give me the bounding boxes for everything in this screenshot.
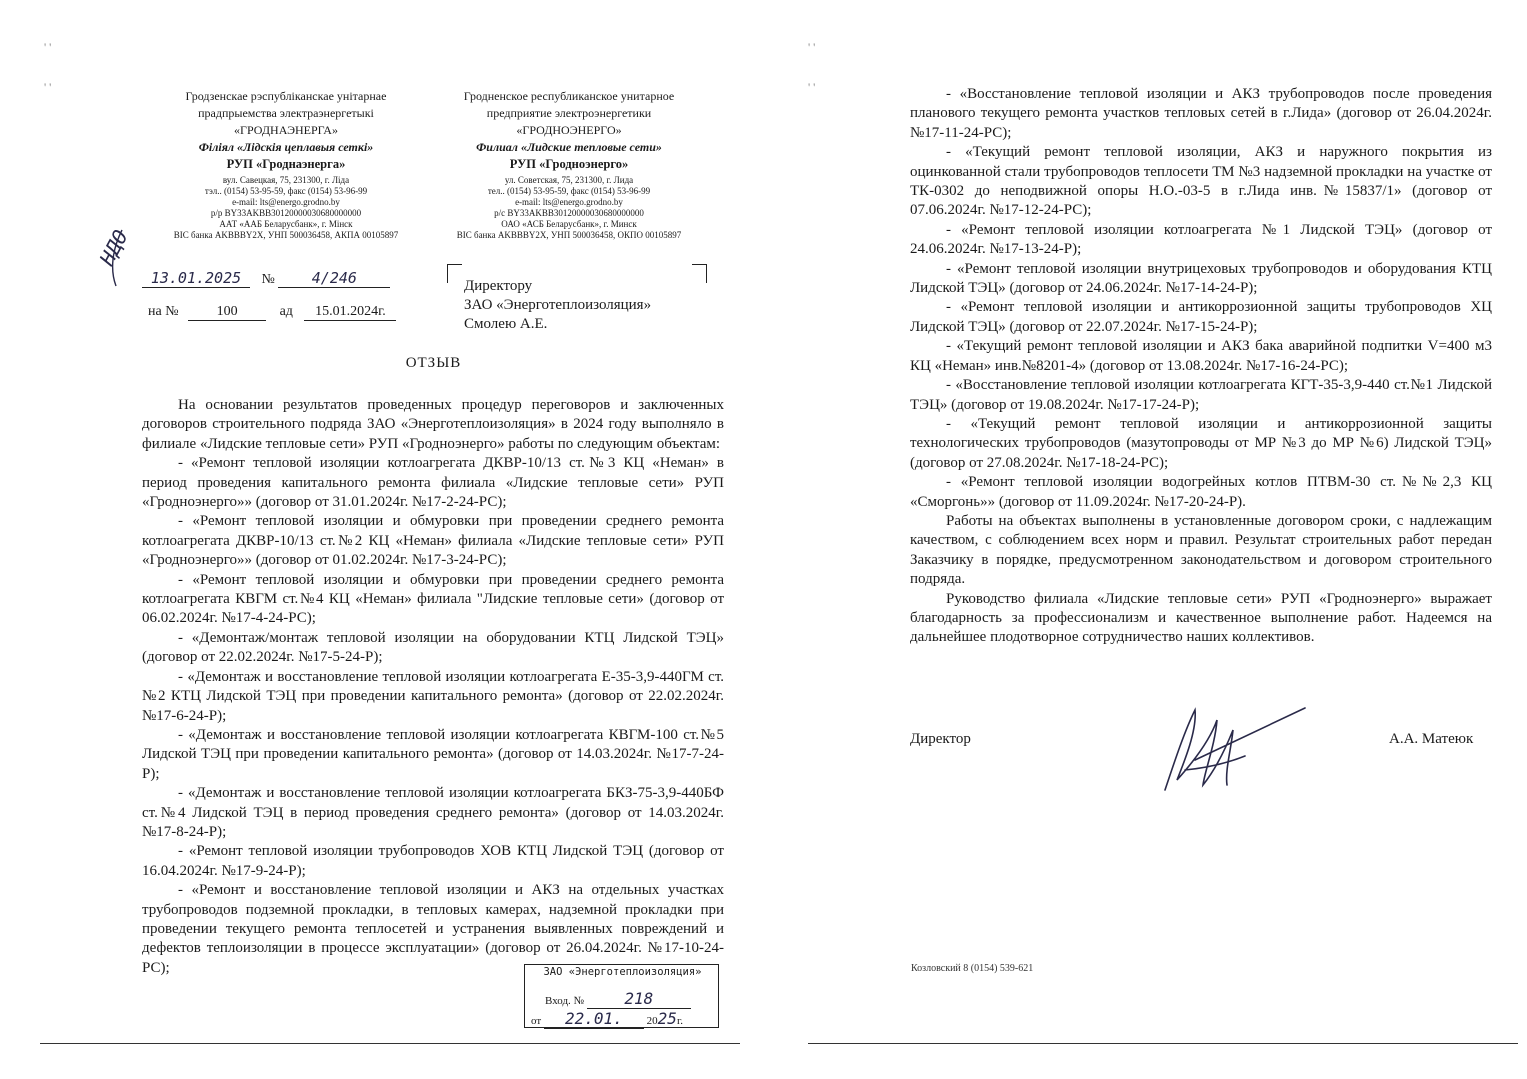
page-bottom-rule — [808, 1043, 1518, 1044]
address-bracket-left — [447, 264, 462, 283]
page-mark: ' ' — [44, 80, 52, 94]
letterhead-account: р/с BY33AKBB30120000030680000000 — [494, 208, 644, 218]
letterhead-line: Гродненское республиканское унитарное — [463, 89, 675, 103]
letterhead-line: «ГРОДНАЭНЕРГА» — [234, 123, 338, 137]
body-paragraph: На основании результатов проведенных процедур переговоров и заключенных договоров строительного подряда ЗАО «Энерготеплоизоляция» в 2024 году выполняло в филиале «Лидские тепловые сети» РУП «Гродноэнерго» работы по следующим объектам: — [142, 397, 724, 452]
letterhead-branch: Філіял «Лідскія цеплавыя сеткі» — [198, 140, 374, 154]
stamp-in-line — [531, 989, 714, 1009]
addressee-line: Директору — [464, 278, 533, 294]
addressee-line: Смолею А.Е. — [464, 316, 548, 332]
left-page — [0, 0, 763, 1079]
outgoing-date: 13.01.2025 — [142, 269, 250, 288]
stamp-date: 22.01. — [544, 1009, 644, 1029]
left-body — [142, 396, 724, 978]
handwritten-mark-text: НДО — [94, 226, 133, 270]
body-paragraph: - «Ремонт тепловой изоляции внутрицеховых трубопроводов и оборудования КТЦ Лидской ТЭЦ» (договор от 24.06.2024г. №17-14-24-Р); — [910, 260, 1492, 297]
stamp-org: ЗАО «Энерготеплоизоляция» — [543, 966, 702, 978]
letterhead-bic: BIC банка AKBBBY2X, УНП 500036458, АКПА 00105897 — [173, 230, 399, 240]
letterhead-email: e-mail: lts@energo.grodno.by — [515, 197, 623, 207]
body-paragraph: - «Ремонт тепловой изоляции котлоагрегата №1 Лидской ТЭЦ» (договор от 24.06.2024г. №17-13-24-Р); — [910, 221, 1492, 258]
body-paragraph: - «Восстановление тепловой изоляции и АКЗ трубопроводов после проведения планового текущего ремонта участков тепловых сетей в г.Лида» (договор от 26.04.2024г. №17-11-24-РС); — [910, 86, 1492, 141]
page-bottom-rule — [40, 1043, 740, 1044]
letterhead-email: e-mail: lts@energo.grodno.by — [232, 197, 340, 207]
addressee-line: ЗАО «Энерготеплоизоляция» — [464, 297, 652, 313]
outgoing-reg-line — [142, 269, 390, 288]
letterhead-phone: тел.. (0154) 53-95-59, факс (0154) 53-96-99 — [487, 186, 651, 196]
signature-name: А.А. Матеюк — [1389, 731, 1474, 747]
letterhead-branch: Филиал «Лидские тепловые сети» — [476, 140, 662, 154]
outgoing-no-label: № — [261, 272, 275, 287]
stamp-from-label: от — [531, 1015, 542, 1027]
in-reply-date: 15.01.2024г. — [304, 304, 396, 321]
body-paragraph: - «Восстановление тепловой изоляции котлоагрегата КГТ-35-3,9-440 ст.№1 Лидской ТЭЦ» (договор от 19.08.2024г. №17-17-24-Р); — [910, 377, 1492, 413]
stamp-year-prefix: 20 — [646, 1015, 658, 1027]
outgoing-number: 4/246 — [278, 269, 390, 288]
stamp-year-suffix: г. — [676, 1015, 683, 1027]
letterhead-line: «ГРОДНОЭНЕРГО» — [516, 123, 622, 137]
right-body — [910, 85, 1492, 648]
stamp-in-number: 218 — [587, 989, 691, 1009]
body-paragraph: - «Демонтаж/монтаж тепловой изоляции на оборудовании КТЦ Лидской ТЭЦ» (договор от 22.02.2024г. №17-5-24-Р); — [142, 629, 724, 666]
body-paragraph: - «Ремонт тепловой изоляции трубопроводов ХОВ КТЦ Лидской ТЭЦ (договор от 16.04.2024г. №17-9-24-Р); — [142, 843, 724, 879]
letterhead-bic: BIC банка AKBBBY2X, УНП 500036458, ОКПО 00105897 — [456, 230, 682, 240]
letterhead-phone: тэл.. (0154) 53-95-59, факс (0154) 53-96-99 — [204, 186, 368, 196]
body-paragraph: - «Ремонт тепловой изоляции и обмуровки при проведении среднего ремонта котлоагрегата ДКВР-10/13 ст.№2 КЦ «Неман» филиала «Лидские тепловые сети» РУП «Гродноэнерго»» (договор от 01.02.2024г. №17-3-24-РС); — [142, 513, 724, 569]
in-reply-line — [148, 304, 396, 321]
signature-role: Директор — [910, 731, 971, 747]
letterhead-bank: ААТ «ААБ Беларусбанк», г. Мінск — [219, 219, 353, 229]
executor-note: Козловский 8 (0154) 539-621 — [911, 963, 1034, 974]
document-title: ОТЗЫВ — [405, 355, 462, 371]
in-reply-label: на № — [148, 304, 179, 319]
body-paragraph: - «Демонтаж и восстановление тепловой изоляции котлоагрегата КВГМ-100 ст.№5 Лидской ТЭЦ при проведении капитального ремонта» (договор от 14.03.2024г. №17-7-24-Р); — [142, 726, 724, 782]
body-paragraph: - «Текущий ремонт тепловой изоляции и антикоррозионной защиты технологических трубопроводов (мазутопроводы от МР №3 до МР №6) Лидской ТЭЦ» (договор от 27.08.2024г. №17-18-24-РС); — [910, 415, 1492, 471]
letterhead-belarusian — [150, 88, 422, 241]
letterhead-line: Гродзенскае рэспубліканскае унітарнае — [185, 89, 387, 103]
body-paragraph: Руководство филиала «Лидские тепловые сети» РУП «Гродноэнерго» выражает благодарность за профессионализм и качественное выполнение работ. Надеемся на дальнейшее плодотворное сотрудничество наших коллективов. — [910, 590, 1492, 646]
stamp-date-line — [531, 1009, 714, 1029]
body-paragraph: - «Ремонт тепловой изоляции водогрейных котлов ПТВМ-30 ст.№№2,3 КЦ «Сморгонь»» (договор от 11.09.2024г. №17-20-24-Р). — [910, 474, 1492, 510]
handwritten-mark — [82, 190, 142, 290]
letterhead-street: ул. Советская, 75, 231300, г. Лида — [504, 175, 634, 185]
in-reply-number: 100 — [188, 304, 266, 321]
body-paragraph: - «Текущий ремонт тепловой изоляции, АКЗ и наружного покрытия из оцинкованной стали трубопроводов теплосети ТМ №3 надземной прокладки на участке от ТК-0302 до неподвижной опоры Н.О.-03-5 в г.Лида инв.№15837/1» (договор от 07.06.2024г. №17-12-24-РС); — [910, 144, 1492, 219]
incoming-stamp — [524, 964, 719, 1028]
letterhead-rup: РУП «Гродноэнерго» — [509, 157, 629, 171]
letterhead-russian — [430, 88, 708, 241]
letterhead-street: вул. Савецкая, 75, 231300, г. Ліда — [222, 175, 350, 185]
stamp-year: 25 — [657, 1009, 677, 1028]
page-mark: ' ' — [808, 40, 816, 54]
addressee — [464, 277, 651, 334]
letterhead-rup: РУП «Гроднаэнерга» — [226, 157, 346, 171]
letterhead-account: р/р BY33AKBB30120000030680000000 — [210, 208, 362, 218]
stamp-in-label: Вход. № — [545, 995, 585, 1007]
body-paragraph: - «Ремонт тепловой изоляции котлоагрегата ДКВР-10/13 ст.№3 КЦ «Неман» в период проведения капитального ремонта филиала «Лидские тепловые сети» РУП «Гродноэнерго»» (договор от 31.01.2024г. №17-2-24-РС); — [142, 455, 724, 511]
from-label: ад — [279, 304, 293, 319]
body-paragraph: - «Ремонт и восстановление тепловой изоляции и АКЗ на отдельных участках трубопроводов подземной прокладки, в тепловых камерах, надземной прокладки при проведении текущего ремонта теплосетей и устранения выявленных повреждений и дефектов теплоизоляции в процессе эксплуатации» (договор от 26.04.2024г. №17-10-24-РС); — [142, 882, 724, 976]
signature-scribble — [1155, 690, 1315, 800]
address-bracket-right — [692, 264, 707, 283]
body-paragraph: - «Демонтаж и восстановление тепловой изоляции котлоагрегата БКЗ-75-3,9-440БФ ст.№4 Лидской ТЭЦ в период проведения среднего ремонта» (договор от 14.03.2024г. №17-8-24-Р); — [142, 785, 724, 840]
letterhead-line: прадпрыемства электраэнергетыкі — [198, 106, 374, 120]
body-paragraph: - «Ремонт тепловой изоляции и антикоррозионной защиты трубопроводов ХЦ Лидской ТЭЦ» (договор от 22.07.2024г. №17-15-24-Р); — [910, 299, 1492, 335]
page-mark: ' ' — [808, 80, 816, 94]
body-paragraph: - «Ремонт тепловой изоляции и обмуровки при проведении среднего ремонта котлоагрегата КВГМ ст.№4 КЦ «Неман» филиала "Лидские тепловые сети» (договор от 06.02.2024г. №17-4-24-РС); — [142, 571, 724, 627]
letterhead-line: предприятие электроэнергетики — [486, 106, 652, 120]
body-paragraph: - «Текущий ремонт тепловой изоляции и АКЗ бака аварийной подпитки V=400 м3 КЦ «Неман» инв.№8201-4» (договор от 13.08.2024г. №17-16-24-РС); — [910, 338, 1492, 374]
letterhead-bank: ОАО «АСБ Беларусбанк», г. Минск — [501, 219, 637, 229]
body-paragraph: Работы на объектах выполнены в установленные договором сроки, с надлежащим качеством, с соблюдением всех норм и правил. Результат строительных работ передан Заказчику в порядке, предусмотренном законодательством и договором строительного подряда. — [910, 512, 1492, 588]
page-mark: ' ' — [44, 40, 52, 54]
body-paragraph: - «Демонтаж и восстановление тепловой изоляции котлоагрегата Е-35-3,9-440ГМ ст.№2 КТЦ Лидской ТЭЦ при проведении капитального ремонта» (договор от 22.02.2024г. №17-6-24-Р); — [142, 668, 724, 724]
